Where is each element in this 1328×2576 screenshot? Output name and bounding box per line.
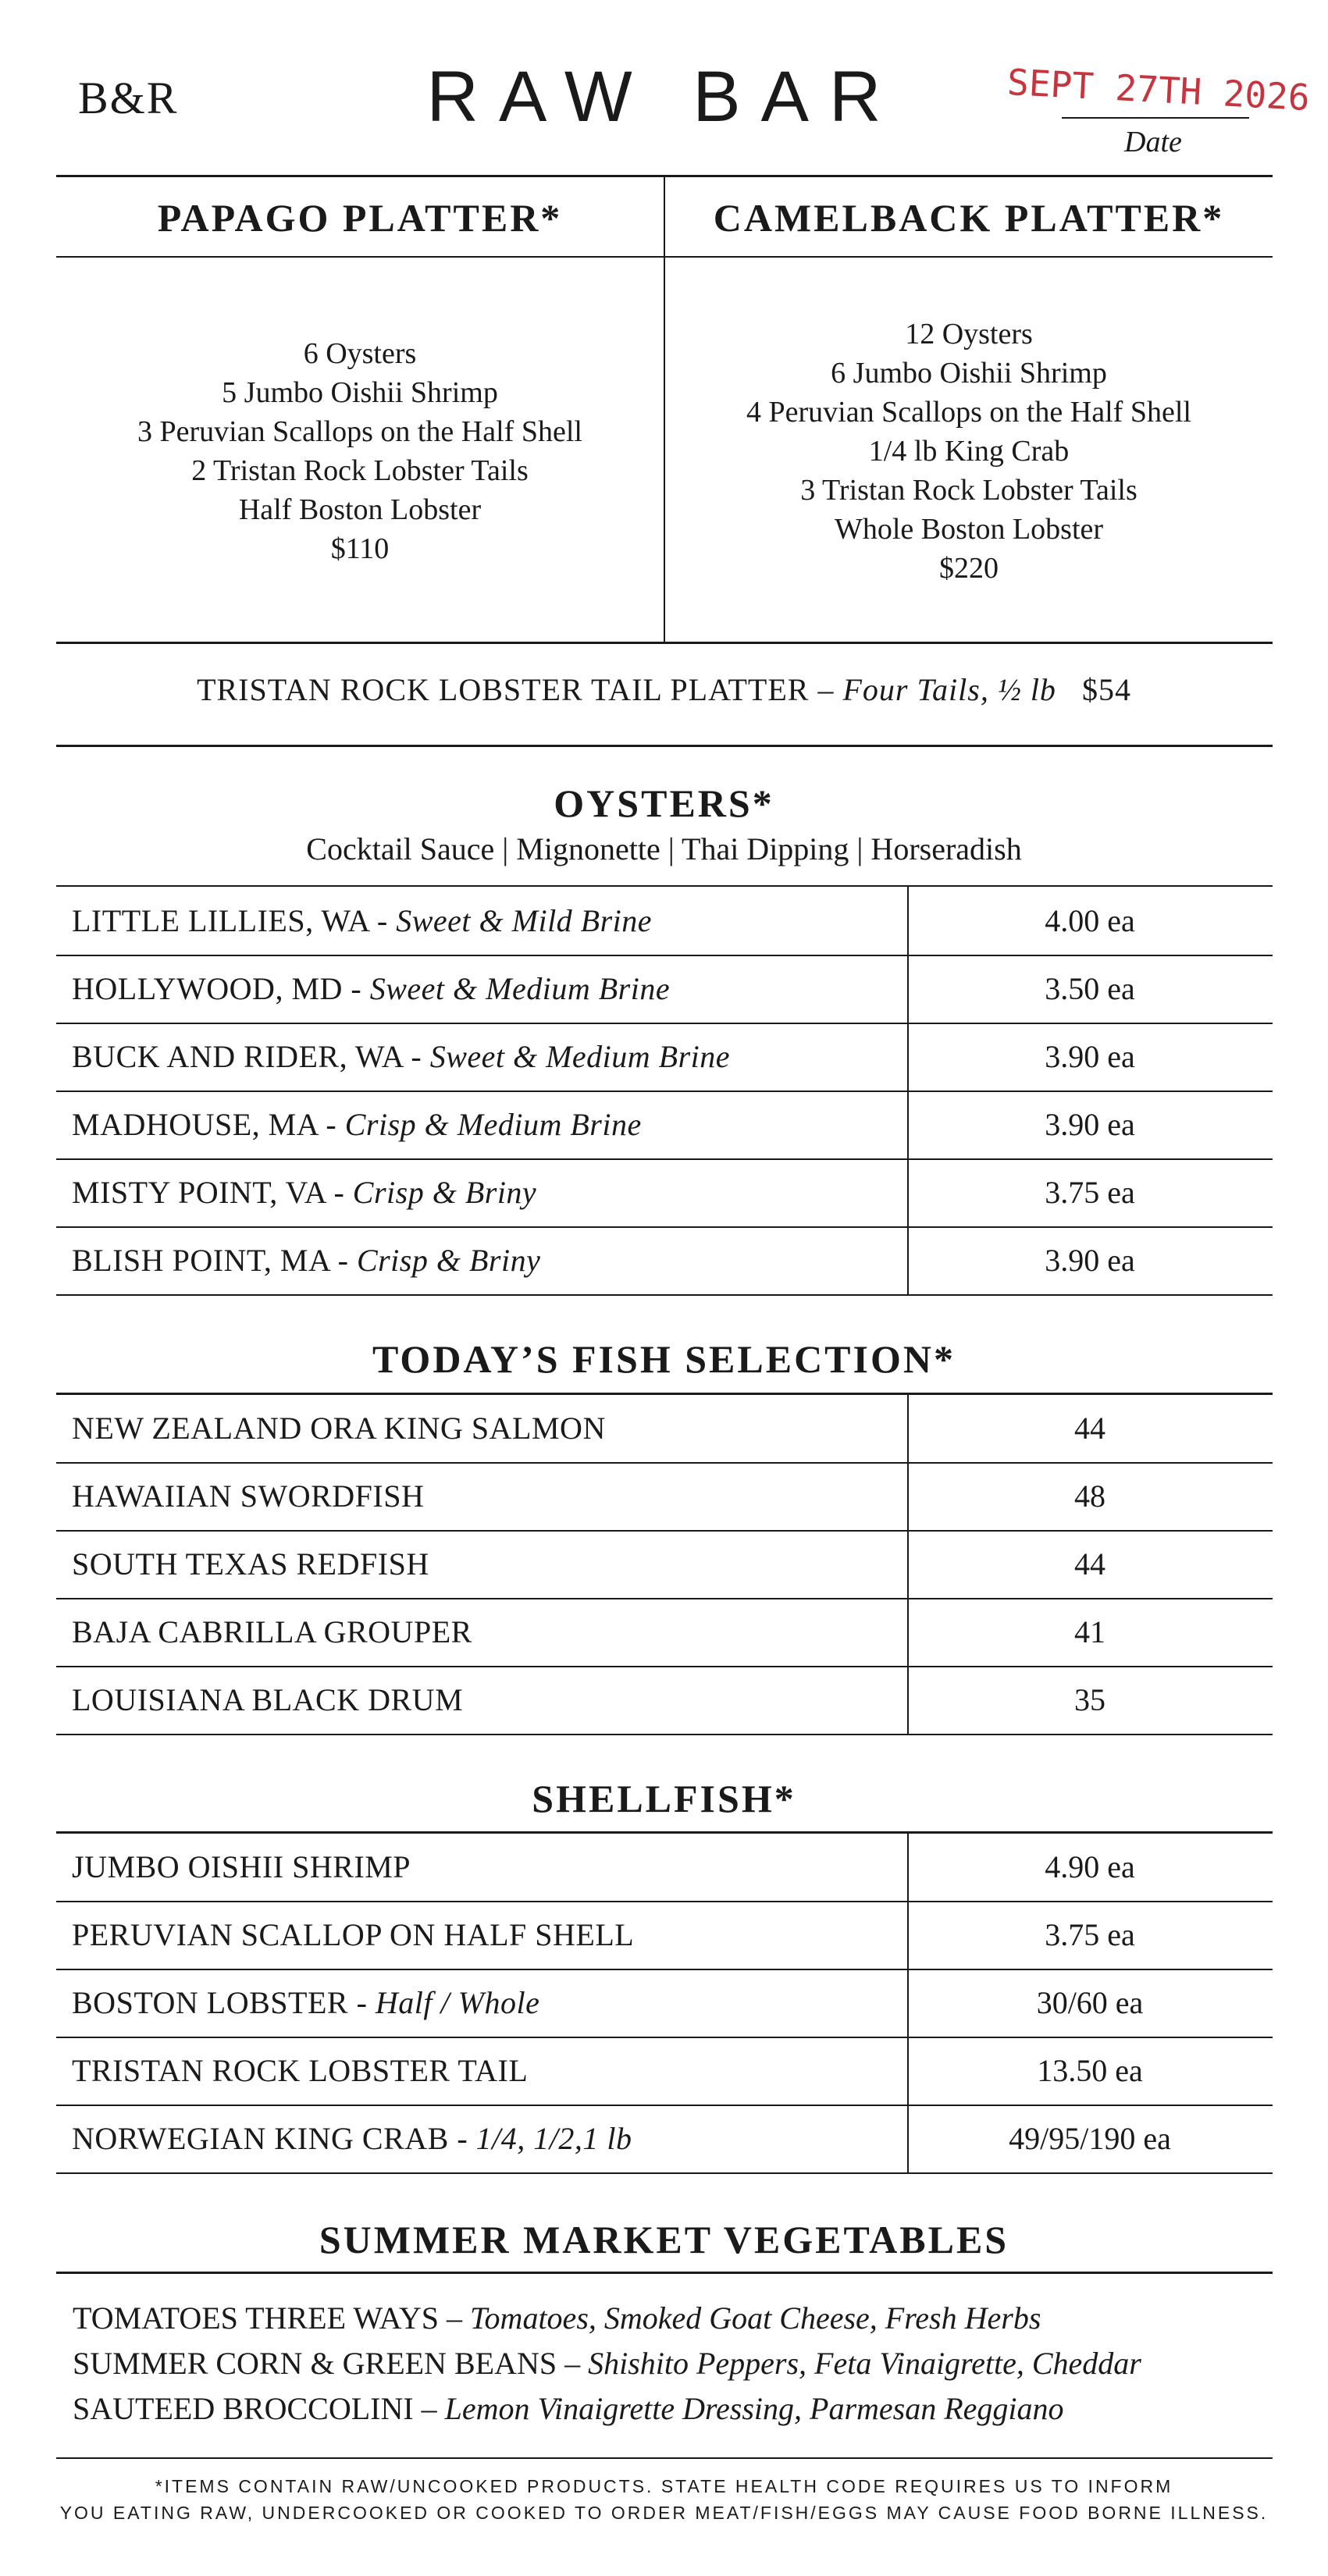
item-name: SAUTEED BROCCOLINI [73, 2391, 414, 2426]
shellfish-row [56, 2105, 1273, 2174]
platter-item: 1/4 lb King Crab [868, 435, 1070, 468]
platter-price: $110 [330, 532, 390, 565]
divider [56, 745, 1273, 747]
platter-item: 3 Tristan Rock Lobster Tails [800, 474, 1138, 507]
fish-row [56, 1598, 1273, 1667]
fish-row [56, 1462, 1273, 1532]
item-price: 3.50 ea [1045, 971, 1135, 1006]
item-price: 44 [1074, 1411, 1105, 1446]
item-desc: Shishito Peppers, Feta Vinaigrette, Cheddar [588, 2346, 1141, 2381]
lobster-tail-platter [0, 671, 1328, 708]
item-price: 4.90 ea [1045, 1849, 1135, 1884]
item-price: 48 [1074, 1478, 1105, 1514]
item-price: 44 [1074, 1546, 1105, 1582]
platter-item: 12 Oysters [905, 318, 1033, 350]
section-title-vegetables: SUMMER MARKET VEGETABLES [319, 2218, 1009, 2261]
item-price: 3.75 ea [1045, 1917, 1135, 1952]
date-value: SEPT 27TH 2026 [1006, 60, 1311, 119]
oyster-row [56, 1158, 1273, 1228]
oyster-row [56, 955, 1273, 1024]
item-name: BAJA CABRILLA GROUPER [72, 1614, 472, 1649]
platter-item: 6 Jumbo Oishii Shrimp [831, 357, 1107, 390]
platter-contents-camelback [665, 315, 1273, 588]
platter-contents-papago [56, 334, 664, 568]
item-name: LOUISIANA BLACK DRUM [72, 1682, 464, 1717]
page-title: RAW BAR [426, 57, 902, 137]
section-title-oysters: OYSTERS* [554, 781, 774, 825]
item-name: SOUTH TEXAS REDFISH [72, 1546, 429, 1582]
item-price: 13.50 ea [1037, 2053, 1143, 2088]
item-desc: Crisp & Medium Brine [344, 1107, 642, 1142]
divider [56, 256, 1273, 258]
footer-disclaimer-line1: *ITEMS CONTAIN RAW/UNCOOKED PRODUCTS. STATE HEALTH CODE REQUIRES US TO INFORM [155, 2476, 1173, 2496]
item-desc: Sweet & Medium Brine [369, 971, 671, 1006]
lobster-platter-desc: Four Tails, ½ lb [842, 672, 1056, 707]
divider [56, 2272, 1273, 2274]
item-name: MADHOUSE, MA - [72, 1107, 345, 1142]
vegetable-item: SAUTEED BROCCOLINI – Lemon Vinaigrette Dressing, Parmesan Reggiano [73, 2391, 1064, 2426]
item-name: HOLLYWOOD, MD - [72, 971, 370, 1006]
platter-item: Half Boston Lobster [238, 493, 482, 526]
item-price: 35 [1074, 1682, 1105, 1717]
item-desc: Lemon Vinaigrette Dressing, Parmesan Reggiano [444, 2391, 1064, 2426]
item-price: 4.00 ea [1045, 903, 1135, 938]
fish-row [56, 1394, 1273, 1464]
item-name: JUMBO OISHII SHRIMP [72, 1849, 411, 1884]
item-name: LITTLE LILLIES, WA - [72, 903, 397, 938]
oyster-row [56, 887, 1273, 956]
platter-title-papago: PAPAGO PLATTER* [157, 196, 563, 240]
shellfish-row [56, 1833, 1273, 1902]
logo: B&R [78, 73, 179, 123]
item-price: 3.75 ea [1045, 1175, 1135, 1210]
shellfish-row [56, 1901, 1273, 1970]
vegetable-item: TOMATOES THREE WAYS – Tomatoes, Smoked Goat Cheese, Fresh Herbs [73, 2300, 1041, 2336]
shellfish-row [56, 1969, 1273, 2038]
divider [56, 2457, 1273, 2459]
lobster-platter-price: $54 [1081, 672, 1131, 707]
lobster-platter-name: TRISTAN ROCK LOBSTER TAIL PLATTER [197, 672, 810, 707]
item-desc: Crisp & Briny [352, 1175, 537, 1210]
item-name: SUMMER CORN & GREEN BEANS [73, 2346, 557, 2381]
item-price: 49/95/190 ea [1009, 2121, 1171, 2156]
item-desc: Crisp & Briny [356, 1243, 541, 1278]
shellfish-row [56, 2037, 1273, 2106]
vegetable-item: SUMMER CORN & GREEN BEANS – Shishito Peppers, Feta Vinaigrette, Cheddar [73, 2346, 1141, 2381]
item-name: PERUVIAN SCALLOP ON HALF SHELL [72, 1917, 635, 1952]
oyster-row [56, 1091, 1273, 1160]
item-price: 3.90 ea [1045, 1243, 1135, 1278]
item-price: 3.90 ea [1045, 1107, 1135, 1142]
item-desc: 1/4, 1/2,1 lb [475, 2121, 632, 2156]
item-name: NEW ZEALAND ORA KING SALMON [72, 1411, 606, 1446]
item-desc: Tomatoes, Smoked Goat Cheese, Fresh Herbs [469, 2300, 1041, 2336]
section-title-fish: TODAY’S FISH SELECTION* [372, 1337, 956, 1381]
item-name: TRISTAN ROCK LOBSTER TAIL [72, 2053, 529, 2088]
footer-disclaimer-line2: YOU EATING RAW, UNDERCOOKED OR COOKED TO ORDER MEAT/FISH/EGGS MAY CAUSE FOOD BORNE ILLNESS. [59, 2503, 1269, 2523]
platter-item: 6 Oysters [303, 337, 417, 370]
lobster-platter-sep: – [809, 672, 843, 707]
oyster-row [56, 1226, 1273, 1296]
item-name: TOMATOES THREE WAYS [73, 2300, 439, 2336]
oyster-sauces: Cocktail Sauce | Mignonette | Thai Dipping | Horseradish [306, 831, 1022, 866]
oyster-row [56, 1023, 1273, 1092]
item-name: BUCK AND RIDER, WA - [72, 1039, 430, 1074]
item-desc: Sweet & Medium Brine [429, 1039, 731, 1074]
platter-title-camelback: CAMELBACK PLATTER* [713, 196, 1225, 240]
divider [56, 642, 1273, 644]
section-title-shellfish: SHELLFISH* [532, 1777, 796, 1820]
platter-item: 5 Jumbo Oishii Shrimp [222, 376, 498, 409]
item-name: HAWAIIAN SWORDFISH [72, 1478, 425, 1514]
item-name: BLISH POINT, MA - [72, 1243, 357, 1278]
item-price: 41 [1074, 1614, 1105, 1649]
item-name: BOSTON LOBSTER - [72, 1985, 376, 2020]
platter-item: 2 Tristan Rock Lobster Tails [191, 454, 529, 487]
item-name: MISTY POINT, VA - [72, 1175, 353, 1210]
item-name: NORWEGIAN KING CRAB - [72, 2121, 476, 2156]
item-desc: Sweet & Mild Brine [396, 903, 653, 938]
date-label: Date [1124, 126, 1182, 158]
platter-price: $220 [939, 552, 999, 585]
item-price: 30/60 ea [1036, 1985, 1144, 2020]
fish-row [56, 1530, 1273, 1599]
item-price: 3.90 ea [1045, 1039, 1135, 1074]
fish-row [56, 1666, 1273, 1735]
platter-item: 3 Peruvian Scallops on the Half Shell [137, 415, 582, 448]
platter-item: 4 Peruvian Scallops on the Half Shell [746, 396, 1191, 429]
platter-item: Whole Boston Lobster [834, 513, 1104, 546]
date-underline [1062, 117, 1249, 119]
item-desc: Half / Whole [375, 1985, 540, 2020]
